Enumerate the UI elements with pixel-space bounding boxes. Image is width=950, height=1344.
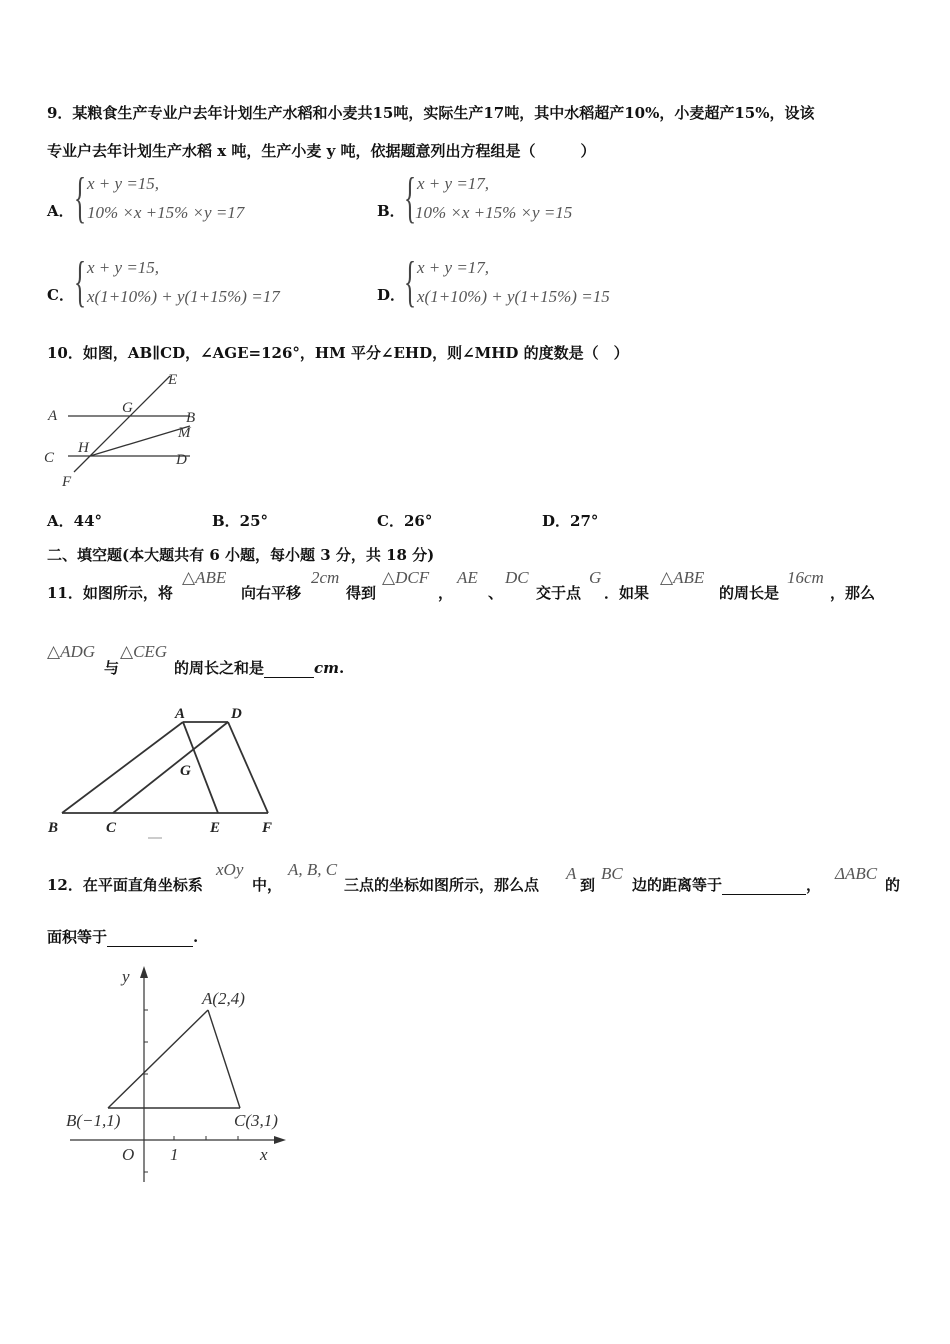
q11-translation-figure — [40, 700, 290, 845]
q9-option-a-eq2: 10% ×x +15% ×y =17 — [87, 203, 245, 222]
q9-option-b-eq2: 10% ×x +15% ×y =15 — [415, 203, 573, 222]
side-ac — [208, 1010, 240, 1108]
q12-text-3: 三点的坐标如图所示，那么点 — [344, 876, 540, 894]
q11-text-7: ．如果 — [604, 584, 650, 602]
q9-line1: 9．某粮食生产专业户去年计划生产水稻和小麦共15吨，实际生产17吨，其中水稻超产10%，小麦超产15%，设该 — [47, 104, 815, 122]
brace-icon: { — [74, 167, 87, 229]
q11-text-5: 、 — [488, 584, 504, 602]
side-dc — [113, 722, 228, 813]
q11-math-adg: △ADG — [47, 642, 96, 661]
q11-text-3: 得到 — [346, 584, 377, 602]
q12-text-2: 中， — [252, 876, 283, 894]
label-a: A — [48, 408, 58, 424]
label-f: F — [62, 474, 72, 490]
label-m: M — [178, 425, 191, 441]
q9-option-a-label: A． — [47, 202, 74, 220]
label-origin: O — [122, 1145, 135, 1164]
q9-option-c-eq1: x + y =15, — [87, 258, 160, 277]
q9-option-b-label: B． — [377, 202, 405, 220]
answer-blank[interactable] — [107, 928, 193, 947]
label-d: D — [176, 452, 187, 468]
q11-text-9: ，那么 — [830, 584, 876, 602]
label-g: G — [122, 400, 133, 416]
q10-option-b: B．25° — [212, 512, 269, 530]
q10-parallel-lines-figure — [40, 366, 210, 496]
q9-option-d-label: D． — [377, 286, 406, 304]
q11-math-2cm: 2cm — [311, 568, 340, 587]
label-e: E — [168, 372, 178, 388]
q11-math-ceg: △CEG — [120, 642, 168, 661]
q11-math-16cm: 16cm — [787, 568, 824, 587]
label-point-b: B(−1,1) — [66, 1111, 121, 1130]
label-g: G — [180, 763, 191, 779]
brace-icon: { — [404, 167, 417, 229]
q9-option-c-eq2: x(1+10%) + y(1+15%) =17 — [87, 287, 280, 306]
q11-text-8: 的周长是 — [719, 584, 780, 602]
y-axis-arrow-icon — [140, 966, 148, 978]
q11-math-dcf: △DCF — [382, 568, 430, 587]
section-title: 二、填空题(本大题共有 6 小题，每小题 3 分，共 18 分) — [47, 546, 435, 564]
label-b: B — [48, 820, 59, 836]
q12-math-xoy: xOy — [216, 860, 244, 879]
q11-text-1: 11．如图所示，将 — [47, 584, 173, 602]
label-point-c: C(3,1) — [234, 1111, 278, 1130]
label-y: y — [122, 967, 130, 986]
q12-text-8: 面积等于 . — [47, 928, 199, 946]
label-one: 1 — [170, 1145, 179, 1164]
q12-text-5: 边的距离等于 ， — [632, 876, 822, 894]
q12-math-abc: A, B, C — [288, 860, 338, 879]
q10-option-a: A．44° — [47, 512, 103, 530]
label-h: H — [78, 440, 89, 456]
brace-icon: { — [74, 251, 87, 313]
q9-option-a-eq1: x + y =15, — [87, 174, 160, 193]
side-ab — [62, 722, 183, 813]
label-a: A — [175, 706, 186, 722]
side-df — [228, 722, 268, 813]
q11-math-g: G — [589, 568, 602, 587]
q10-option-d: D．27° — [542, 512, 599, 530]
q11-math-abe: △ABE — [182, 568, 227, 587]
q12-text-4: 到 — [580, 876, 596, 894]
x-axis-arrow-icon — [274, 1136, 286, 1144]
q9-option-c-label: C． — [47, 286, 74, 304]
q12-math-bc: BC — [601, 864, 623, 883]
q9-option-d-eq1: x + y =17, — [417, 258, 490, 277]
q11-math-dc: DC — [505, 568, 529, 587]
label-point-a: A(2,4) — [202, 989, 245, 1008]
label-e: E — [210, 820, 221, 836]
q11-text-4: ， — [438, 584, 454, 602]
q12-math-triangle-abc: ΔABC — [835, 864, 878, 883]
label-f: F — [262, 820, 273, 836]
q11-math-abe-2: △ABE — [660, 568, 705, 587]
q9-line2: 专业户去年计划生产水稻 x 吨，生产小麦 y 吨，依据题意列出方程组是（ ） — [47, 142, 596, 160]
q10-option-c: C．26° — [377, 512, 433, 530]
brace-icon: { — [404, 251, 417, 313]
q11-math-ae: AE — [457, 568, 478, 587]
q11-text-6: 交于点 — [536, 584, 582, 602]
q11-text-2: 向右平移 — [241, 584, 302, 602]
q12-math-a: A — [566, 864, 577, 883]
q10-stem: 10．如图，AB∥CD，∠AGE=126°，HM 平分∠EHD，则∠MHD 的度数是（ ） — [47, 344, 629, 362]
q11-text-10: 与 — [104, 659, 120, 677]
label-d: D — [231, 706, 242, 722]
side-ab — [108, 1010, 208, 1108]
answer-blank[interactable] — [722, 876, 806, 895]
q9-option-b-eq1: x + y =17, — [417, 174, 490, 193]
q12-text-7: 的 — [885, 876, 901, 894]
q12-coordinate-figure — [60, 962, 300, 1190]
label-c: C — [44, 450, 55, 466]
q9-option-d-eq2: x(1+10%) + y(1+15%) =15 — [417, 287, 610, 306]
label-x: x — [260, 1145, 268, 1164]
label-c: C — [106, 820, 117, 836]
line-ef — [74, 376, 170, 472]
q12-text-1: 12．在平面直角坐标系 — [47, 876, 203, 894]
answer-blank[interactable] — [264, 659, 314, 678]
label-b: B — [186, 410, 196, 426]
q11-text-11: 的周长之和是 cm. — [174, 659, 345, 677]
